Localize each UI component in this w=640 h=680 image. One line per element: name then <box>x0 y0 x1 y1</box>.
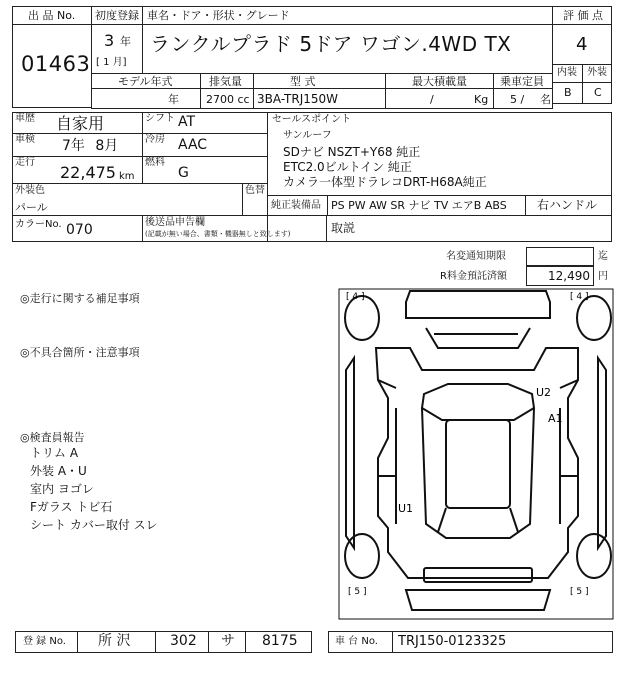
equipment-value: PS PW AW SR ナビ TV エアB ABS <box>331 199 507 212</box>
type-value: 3BA-TRJ150W <box>257 92 339 106</box>
color-no-value: 070 <box>66 222 93 238</box>
meter-change-label: 名変通知期限 <box>446 251 506 262</box>
history-value: 自家用 <box>56 114 105 133</box>
mileage-value: 22,475 <box>60 163 116 182</box>
car-name-label: 車名・ドア・形状・グレード <box>147 9 290 22</box>
meter-change-input <box>526 247 594 266</box>
diagram-tag-tr: [ 4 ] <box>570 292 589 302</box>
color-no-label: カラーNo. <box>15 219 62 230</box>
exterior-label: 外装 <box>587 67 607 78</box>
shift-label: シフト <box>145 113 175 124</box>
reg-label: 登 録 No. <box>23 636 66 647</box>
recycle-value: 12,490 <box>548 269 590 283</box>
interior-label: 内装 <box>557 67 577 78</box>
history-label: 車歴 <box>15 113 35 124</box>
inspector-line: 外装 A・U <box>30 464 87 478</box>
diagram-tag-tl: [ 4 ] <box>346 292 365 302</box>
exterior-color-value: パール <box>15 201 48 214</box>
sales-point-line: ETC2.0ビルトイン 純正 <box>283 160 412 174</box>
wheel-front-right <box>577 296 611 340</box>
roof-panel <box>446 420 510 508</box>
front-bumper-outline <box>406 291 550 318</box>
damage-mark: A1 <box>548 412 563 425</box>
docs-note: (記載が無い場合、書類・機器無しと致します) <box>145 230 291 238</box>
wheel-front-left <box>345 296 379 340</box>
interior-grade: B <box>564 86 572 99</box>
steering-value: 右ハンドル <box>537 198 598 212</box>
max-load-value: / <box>430 93 434 106</box>
equipment-label: 純正装備品 <box>271 200 321 211</box>
damage-mark: U1 <box>398 502 414 515</box>
car-damage-diagram <box>338 288 614 620</box>
color-change-label: 色替 <box>245 185 265 196</box>
type-label: 型 式 <box>290 75 316 88</box>
first-reg-label: 初度登録 <box>95 9 139 22</box>
model-year-unit: 年 <box>168 93 179 106</box>
rear-bar-outline <box>406 590 550 610</box>
ac-label: 冷房 <box>145 134 165 145</box>
model-year-label: モデル年式 <box>118 75 173 88</box>
lot-number: 01463 <box>21 52 91 76</box>
first-reg-year: 3 <box>104 31 115 50</box>
first-reg-month: [ 1 月] <box>96 57 127 68</box>
fuel-label: 燃料 <box>145 157 165 168</box>
inspector-line: トリム A <box>30 446 79 460</box>
ac-value: AAC <box>178 137 208 153</box>
defects-title: ◎不具合箇所・注意事項 <box>20 346 140 359</box>
exterior-grade: C <box>594 86 602 99</box>
inspection-label: 車検 <box>15 134 35 145</box>
inspector-line: シート カバー取付 スレ <box>30 518 158 532</box>
fuel-value: G <box>178 165 189 181</box>
displacement-label: 排気量 <box>209 75 242 88</box>
capacity-unit: 名 <box>540 93 551 106</box>
chassis-label: 車 台 No. <box>335 636 378 647</box>
grade-label: 評 価 点 <box>563 9 603 22</box>
exterior-color-label: 外装色 <box>15 185 45 196</box>
hood-outline <box>426 328 530 348</box>
rear-bumper-outline <box>424 568 532 582</box>
wheel-rear-left <box>345 534 379 578</box>
driving-remarks-title: ◎走行に関する補足事項 <box>20 292 140 305</box>
capacity-label: 乗車定員 <box>500 75 544 88</box>
max-load-unit: Kg <box>474 93 489 106</box>
sales-point-line: SDナビ NSZT+Y68 純正 <box>283 145 421 159</box>
inspection-value: 7年 8月 <box>62 138 119 154</box>
max-load-label: 最大積載量 <box>412 75 467 88</box>
grade-value: 4 <box>576 34 588 55</box>
sales-point-line: カメラ一体型ドラレコDRT-H68A純正 <box>283 175 487 189</box>
diagram-tag-br: [ 5 ] <box>570 587 589 597</box>
displacement-value: 2700 cc <box>206 93 250 106</box>
reg-class: 302 <box>170 633 197 649</box>
docs-value: 取説 <box>331 221 356 235</box>
car-name: ランクルプラド 5ドア ワゴン.4WD TX <box>150 32 512 56</box>
chassis-value: TRJ150-0123325 <box>398 634 507 649</box>
body-outline <box>376 348 578 578</box>
sales-point-line: サンルーフ <box>283 130 332 141</box>
damage-mark: U2 <box>536 386 552 399</box>
diagram-tag-bl: [ 5 ] <box>348 587 367 597</box>
reg-number: 8175 <box>262 633 298 649</box>
meter-change-unit: 迄 <box>598 251 608 262</box>
docs-label: 後送品申告欄 <box>145 217 205 228</box>
inspector-line: 室内 ヨゴレ <box>30 482 94 496</box>
sales-points-title: セールスポイント <box>272 114 352 125</box>
reg-kana: サ <box>221 633 235 649</box>
mileage-label: 走行 <box>15 157 35 168</box>
inspector-line: Fガラス トビ石 <box>30 500 113 514</box>
wheel-rear-right <box>577 534 611 578</box>
first-reg-year-unit: 年 <box>120 35 131 48</box>
roof-outline <box>422 384 534 420</box>
lot-label: 出 品 No. <box>28 9 76 22</box>
mileage-unit: km <box>119 171 135 182</box>
shift-value: AT <box>178 114 196 130</box>
inspector-title: ◎検査員報告 <box>20 431 85 444</box>
capacity-value: 5 / <box>510 93 525 106</box>
reg-area: 所 沢 <box>98 633 131 649</box>
recycle-unit: 円 <box>598 271 608 282</box>
recycle-label: R料金預託済額 <box>440 271 507 282</box>
